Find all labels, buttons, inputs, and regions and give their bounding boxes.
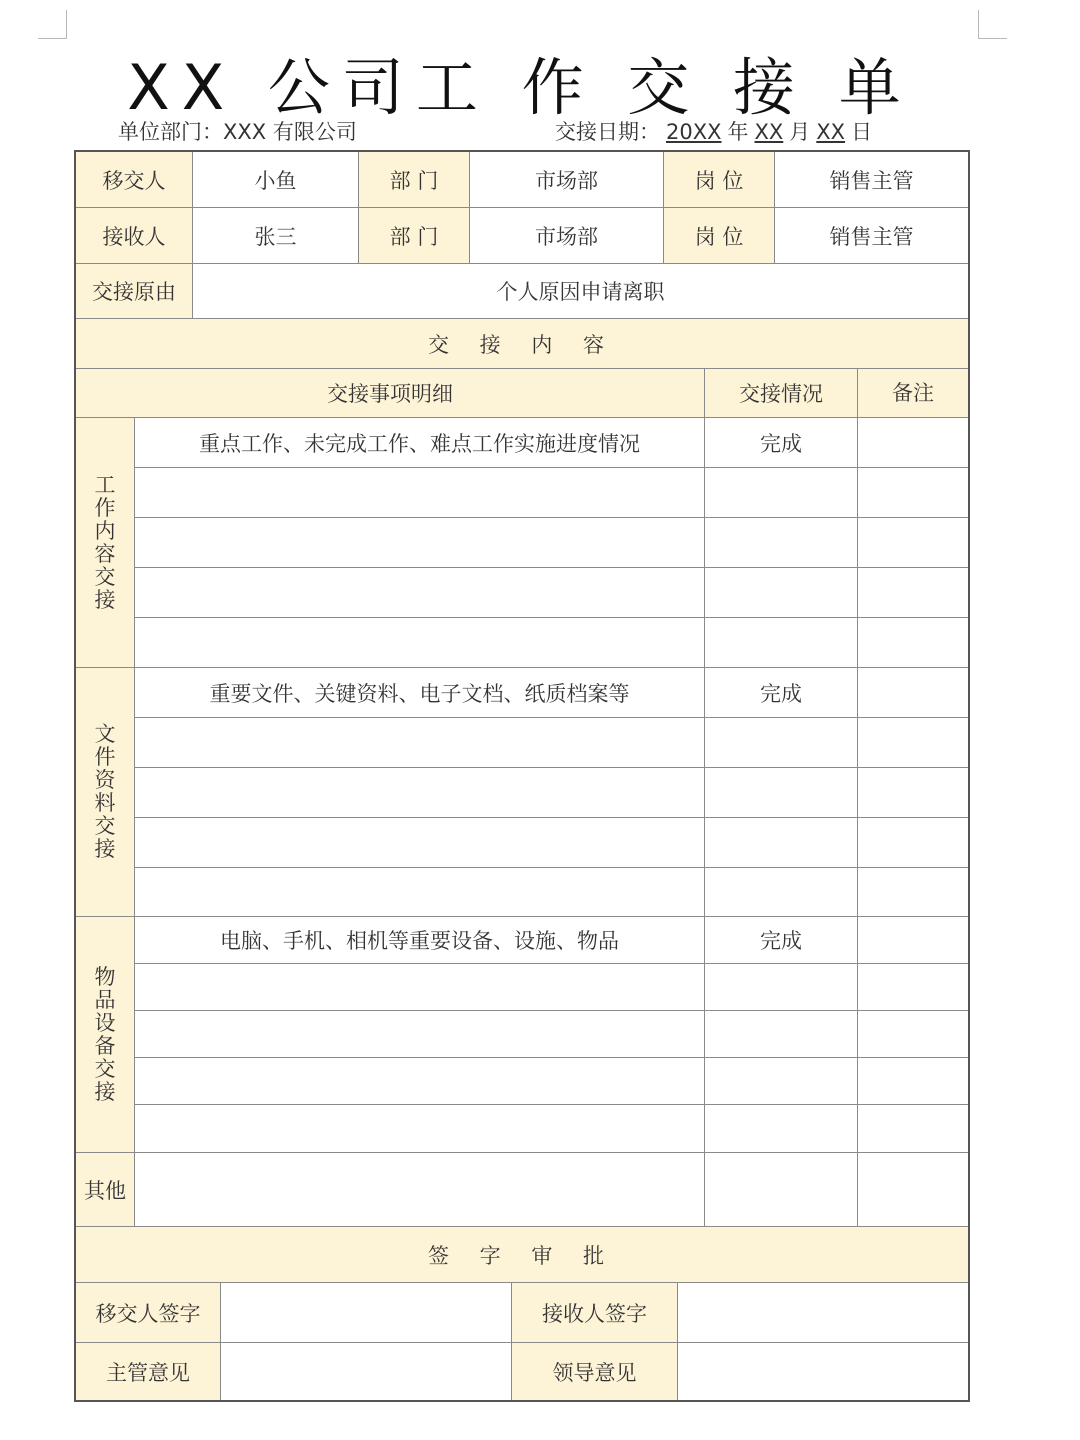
table-cell [858, 1011, 968, 1058]
table-cell [705, 964, 858, 1011]
giver-name: 小鱼 [193, 152, 359, 208]
table-cell [705, 568, 858, 618]
table-cell [858, 818, 968, 868]
manager-opinion-label: 主管意见 [76, 1343, 221, 1400]
doc-item-1-status: 完成 [705, 668, 858, 718]
column-header-status: 交接情况 [705, 369, 858, 418]
table-cell [858, 1105, 968, 1153]
approval-section-header: 签 字 审 批 [76, 1227, 968, 1283]
table-cell [135, 1011, 705, 1058]
table-cell [858, 468, 968, 518]
equipment-item-1-note [858, 917, 968, 964]
section-label-other: 其他 [76, 1153, 135, 1227]
column-header-detail: 交接事项明细 [76, 369, 705, 418]
table-cell [858, 768, 968, 818]
work-item-1: 重点工作、未完成工作、难点工作实施进度情况 [135, 418, 705, 468]
handover-form-table [74, 150, 970, 1402]
doc-item-1-note [858, 668, 968, 718]
table-cell [705, 1105, 858, 1153]
table-cell [135, 818, 705, 868]
reason-value: 个人原因申请离职 [193, 264, 968, 319]
giver-dept-label: 部 门 [359, 152, 470, 208]
other-status [705, 1153, 858, 1227]
crop-mark-top-right [978, 10, 1007, 39]
other-note [858, 1153, 968, 1227]
table-cell [705, 1058, 858, 1105]
column-header-note: 备注 [858, 369, 968, 418]
table-cell [705, 768, 858, 818]
unit-department: 单位部门：XXX 有限公司 [118, 120, 357, 144]
giver-sign-field[interactable] [221, 1283, 512, 1343]
date-year: 20XX [666, 120, 722, 144]
table-cell [135, 1105, 705, 1153]
table-cell [858, 964, 968, 1011]
content-section-header: 交 接 内 容 [76, 319, 968, 369]
table-cell [858, 1058, 968, 1105]
equipment-item-1-status: 完成 [705, 917, 858, 964]
section-label-equipment: 物 品 设 备 交 接 [76, 917, 135, 1153]
table-cell [135, 718, 705, 768]
form-title: XX 公司工 作 交 接 单 [127, 51, 913, 124]
giver-role-label: 移交人 [76, 152, 193, 208]
table-cell [135, 964, 705, 1011]
table-cell [705, 1011, 858, 1058]
date-month: XX [754, 120, 784, 144]
table-cell [135, 1058, 705, 1105]
leader-opinion-field[interactable] [678, 1343, 968, 1400]
reason-label: 交接原由 [76, 264, 193, 319]
giver-sign-label: 移交人签字 [76, 1283, 221, 1343]
table-cell [705, 518, 858, 568]
giver-dept: 市场部 [470, 152, 664, 208]
leader-opinion-label: 领导意见 [512, 1343, 678, 1400]
table-cell [135, 868, 705, 917]
date-day-unit: 日 [851, 120, 873, 144]
date-day: XX [816, 120, 846, 144]
table-cell [705, 868, 858, 917]
manager-opinion-field[interactable] [221, 1343, 512, 1400]
handover-date [555, 116, 872, 146]
receiver-role-label: 接收人 [76, 208, 193, 264]
giver-post: 销售主管 [775, 152, 968, 208]
crop-mark-top-left [38, 10, 67, 39]
equipment-item-1: 电脑、手机、相机等重要设备、设施、物品 [135, 917, 705, 964]
table-cell [858, 568, 968, 618]
receiver-sign-label: 接收人签字 [512, 1283, 678, 1343]
receiver-post: 销售主管 [775, 208, 968, 264]
receiver-post-label: 岗 位 [664, 208, 775, 264]
table-cell [858, 518, 968, 568]
receiver-dept-label: 部 门 [359, 208, 470, 264]
table-cell [858, 618, 968, 668]
table-cell [705, 618, 858, 668]
date-year-unit: 年 [727, 120, 749, 144]
receiver-sign-field[interactable] [678, 1283, 968, 1343]
table-cell [705, 718, 858, 768]
table-cell [135, 518, 705, 568]
section-label-documents: 文 件 资 料 交 接 [76, 668, 135, 917]
receiver-dept: 市场部 [470, 208, 664, 264]
work-item-1-note [858, 418, 968, 468]
table-cell [705, 818, 858, 868]
table-cell [858, 868, 968, 917]
table-cell [135, 618, 705, 668]
table-cell [135, 768, 705, 818]
doc-item-1: 重要文件、关键资料、电子文档、纸质档案等 [135, 668, 705, 718]
section-label-work-content: 工 作 内 容 交 接 [76, 418, 135, 668]
table-cell [135, 468, 705, 518]
receiver-name: 张三 [193, 208, 359, 264]
giver-post-label: 岗 位 [664, 152, 775, 208]
date-month-unit: 月 [789, 120, 811, 144]
work-item-1-status: 完成 [705, 418, 858, 468]
table-cell [858, 718, 968, 768]
other-item [135, 1153, 705, 1227]
date-prefix: 交接日期： [555, 120, 660, 144]
table-cell [705, 468, 858, 518]
table-cell [135, 568, 705, 618]
